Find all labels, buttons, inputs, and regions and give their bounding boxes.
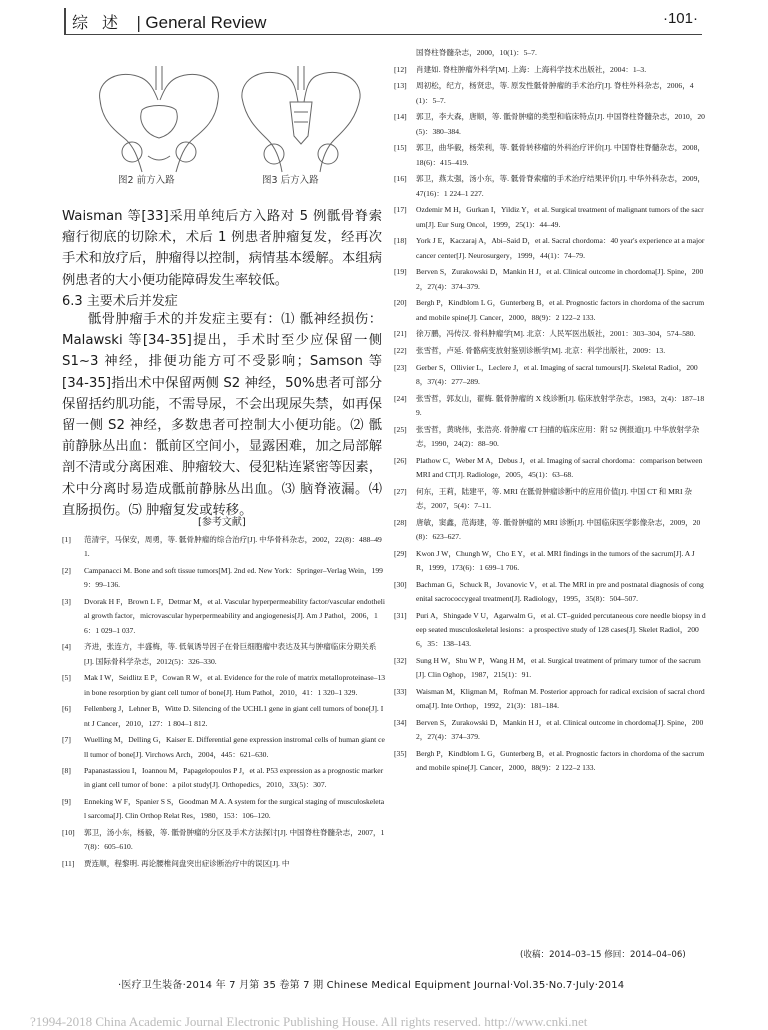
pelvis-anterior-drawing [90,60,228,178]
reference-item: [9] Enneking W F，Spanier S S，Goodman M A. A system for the surgical staging of musculoskeletal sarcoma[J]. Clin Orthop Relat Res，1980，153：106–120. [62,797,385,821]
figure-3-caption: 图3 后方入路 [262,175,319,186]
reference-item: [5] Mak I W，Seidlitz E P，Cowan R W，et al. Evidence for the role of matrix metalloproteinase–13 in bone resorption by giant cell tumor of bone[J]. Hum Pathol，2010，41：1 320–1 329. [62,673,386,697]
reference-list-right [394,46,706,778]
reference-item: [30] Bachman G，Schuck R，Jovanovic V，et al. The MRI in pre and postnatal diagnosis of congenital sacrococcygeal treatment[J]. Radiology，1995，35(8)：504–507. [394,579,704,603]
reference-item: [13] 周初松，纪方，杨贤忠，等. 原发性骶骨肿瘤的手术治疗[J]. 脊柱外科杂志，2006，4(1)：5–7. [394,81,694,105]
reference-item: [19] Berven S，Zurakowski D，Mankin H J，et al. Clinical outcome in chordoma[J]. Spine，2002，27(4)：374–379. [394,267,704,291]
section-label-cn: 综述 [72,13,133,32]
pelvis-posterior-drawing [232,60,370,178]
copyright-watermark: ?1994-2018 China Academic Journal Electronic Publishing House. All rights reserved. http://www.cnki.net [30,1014,588,1029]
body-paragraph-2: 骶骨肿瘤手术的并发症主要有：⑴ 骶神经损伤：Malawski 等[34-35]提出，手术时至少应保留一侧 S1~3 神经，排便功能方可不受影响；Samson 等[34-35]指出术中保留两侧 S2 神经，50%患者可部分保留括约肌功能，不需导尿，不会出现尿失禁，如再保留一侧 S2 神经，多数患者可控制大小便功能。⑵ 骶前静脉丛出血：骶前区空间小，显露困难，加之局部解剖不清或分离困难、肿瘤较大、侵犯粘连紧密等因素，术中分离时易造成骶前静脉丛出血。⑶ 脑脊液漏。⑷ 直肠损伤。⑸ 肿瘤复发或转移。 [62,312,382,518]
reference-item: [3] Dvorak H F，Brown L F，Detmar M，et al. Vascular hyperpermeability factor/vascular endothelial growth factor，microvascular hyperpermeability and angiogenesis[J]. Am J Pathol，2006，16：1 029–1 037. [62,596,385,635]
reference-item: [16] 郭卫，燕太强，汤小东，等. 骶骨脊索瘤的手术治疗结果评价[J]. 中华外科杂志，2009，47(16)：1 224–1 227. [394,174,705,198]
reference-item: [18] York J E，Kaczaraj A，Abi–Said D，et al. Sacral chordoma：40 year's experience at a major cancer center[J]. Neurosurgery，1999，44(1)：74–79. [394,236,705,260]
reference-item: [26] Plathow C，Weber M A，Debus J，et al. Imaging of sacral chordoma：comparison between MRI and CT[J]. Radiologe，2005，45(1)：63–68. [394,455,703,479]
reference-item: [35] Bergh P，Kindblom L G，Gunterberg B，et al. Prognostic factors in chordoma of the sacrum and mobile spine[J]. Cancer，2000，88(9)：2 122–2 133. [394,748,705,773]
reference-item: [22] 张雪哲，卢延. 骨骼病变放射鉴别诊断学[M]. 北京：科学出版社，2009：13. [394,345,666,355]
reference-item: [25] 张雪哲，黄晓伟，张浩亮. 骨肿瘤 CT 扫描的临床应用：附 52 例报道[J]. 中华放射学杂志，1990，24(2)：88–90. [394,424,700,448]
reference-item: [4] 齐进，张连方，丰盛梅，等. 低氧诱导因子在骨巨细胞瘤中表达及其与肿瘤临床分期关系[J]. 国际骨科学杂志，2012(5)：326–330. [62,642,377,666]
reference-item: [23] Gerber S，Ollivier L，Leclere J，et al. Imaging of sacral tumours[J]. Skeletal Radiol，2008，37(4)：277–289. [394,362,698,386]
reference-item: [24] 张雪哲，郭友山，翟梅. 骶骨肿瘤的 X 线诊断[J]. 临床放射学杂志，1983，2(4)：187–189. [394,393,705,417]
reference-item: [14] 郭卫，李大森，唐顺，等. 骶骨肿瘤的类型和临床特点[J]. 中国脊柱脊髓杂志，2010，20(5)：380–384. [394,112,705,136]
header-rule [64,34,702,35]
reference-item: [32] Sung H W，Shu W P，Wang H M，et al. Surgical treatment of primary tumor of the sacrum[J]. Clin Oghop，1987，215(1)：91. [394,655,701,680]
reference-item: [21] 徐万鹏，冯传汉. 骨科肿瘤学[M]. 北京：人民军医出版社，2001：303–304，574–580. [394,329,696,339]
reference-list-left [62,533,386,874]
reference-item: [29] Kwon J W，Chungh W，Cho E Y，et al. MRI findings in the tumors of the sacrum[J]. A J R，1999，173(6)：1 699–1 706. [394,548,695,572]
reference-item: [27] 何东，王莉，陆建平，等. MRI 在骶骨肿瘤诊断中的应用价值[J]. 中国 CT 和 MRI 杂志，2007，5(4)：7–11. [394,486,692,510]
section-label-en: General Review [145,13,267,32]
reference-item: [15] 郭卫，曲华毅，杨荣利，等. 骶骨转移瘤的外科治疗评价[J]. 中国脊柱脊髓杂志，2008，18(6)：415–419. [394,143,705,167]
journal-footer: ·医疗卫生装备·2014 年 7 月第 35 卷第 7 期 Chinese Medical Equipment Journal·Vol.35·No.7·July·2014 [118,980,625,991]
page-number: ·101· [662,10,698,27]
reference-item: [12] 肖建如. 脊柱肿瘤外科学[M]. 上海：上海科学技术出版社，2004：1–3. [394,64,647,74]
running-header [64,7,702,33]
figure-3-illustration [232,60,370,178]
reference-item: [34] Berven S，Zurakowski D，Mankin H J，et al. Clinical outcome in chordoma[J]. Spine，2002，27(4)：374–379. [394,717,704,742]
section-heading: 6.3 主要术后并发症 [62,294,178,309]
figure-2-caption: 图2 前方入路 [118,175,175,186]
reference-item: [10] 郭卫，汤小东，杨毅，等. 骶骨肿瘤的分区及手术方法探讨[J]. 中国脊柱脊髓杂志，2007，17(8)：605–610. [62,828,385,852]
reference-item: [17] Ozdemir M H，Gurkan I，Yildiz Y，et al. Surgical treatment of malignant tumors of the sacrum[J]. Eur Surg Oncol，1999，25(1)：44–49. [394,205,704,229]
section-label: 综述 | General Review [72,13,267,32]
body-paragraph-1: Waisman 等[33]采用单纯后方入路对 5 例骶骨脊索瘤行彻底的切除术，术后 1 例患者肿瘤复发，经再次手术和放疗后，肿瘤得以控制，病情基本缓解。本组病例患者的大小便功能障碍发生率较低。 [62,209,382,288]
reference-item: [7] Wuelling M，Delling G，Kaiser E. Differential gene expression instromal cells of human giant cell tumor of bone[J]. Virchows Arch，2004，445：621–630. [62,735,385,759]
received-dates: (收稿：2014–03–15 修回：2014–04–06) [520,950,686,960]
reference-item: [2] Campanacci M. Bone and soft tissue tumors[M]. 2nd ed. New York：Springer–Verlag Wein，1999：99–136. [62,565,383,590]
reference-item: [1] 范清宇，马保安，周勇，等. 骶骨肿瘤的综合治疗[J]. 中华骨科杂志，2002，22(8)：488–491. [62,535,382,559]
reference-item: 国脊柱脊髓杂志，2000，10(1)：5–7. [416,48,537,57]
reference-item: [20] Bergh P，Kindblom L G，Gunterberg B，et al. Prognostic factors in chordoma of the sacrum and mobile spine[J]. Cancer，2000，88(9)：2 122–2 133. [394,298,705,322]
references-title: [参考文献] [198,517,246,528]
reference-item: [11] 贾连顺，程黎明. 再论腰椎间盘突出症诊断治疗中的误区[J]. 中 [62,859,290,869]
reference-item: [31] Puri A，Shingade V U，Agarwalm G，et al. CT–guided percutaneous core needle biopsy in deep seated musculoskeletal lesions：a prospective study of 128 cases[J]. Skelet Radiol，2006，35：138–143. [394,610,706,649]
reference-item: [33] Waisman M，Kligman M，Rofman M. Posterior approach for radical excision of sacral chordoma[J]. Inte Orthop，1992，21(3)：181–184. [394,686,705,711]
reference-item: [8] Papanastassiou I，Ioannou M，Papagelopoulos P J，et al. P53 expression as a prognostic marker in giant cell tumor of bone：a pilot study[J]. Orthopedics，2010，33(5)：307. [62,766,384,790]
reference-item: [6] Fellenberg J，Lehner B，Witte D. Silencing of the UCHL1 gene in giant cell tumors of bone[J]. Int J Cancer，2010，127：1 804–1 812. [62,704,384,728]
reference-item: [28] 唐敏，窦鑫，范海建，等. 骶骨肿瘤的 MRI 诊断[J]. 中国临床医学影像杂志，2009，20(8)：623–627. [394,517,701,541]
figure-2-illustration [90,60,228,178]
